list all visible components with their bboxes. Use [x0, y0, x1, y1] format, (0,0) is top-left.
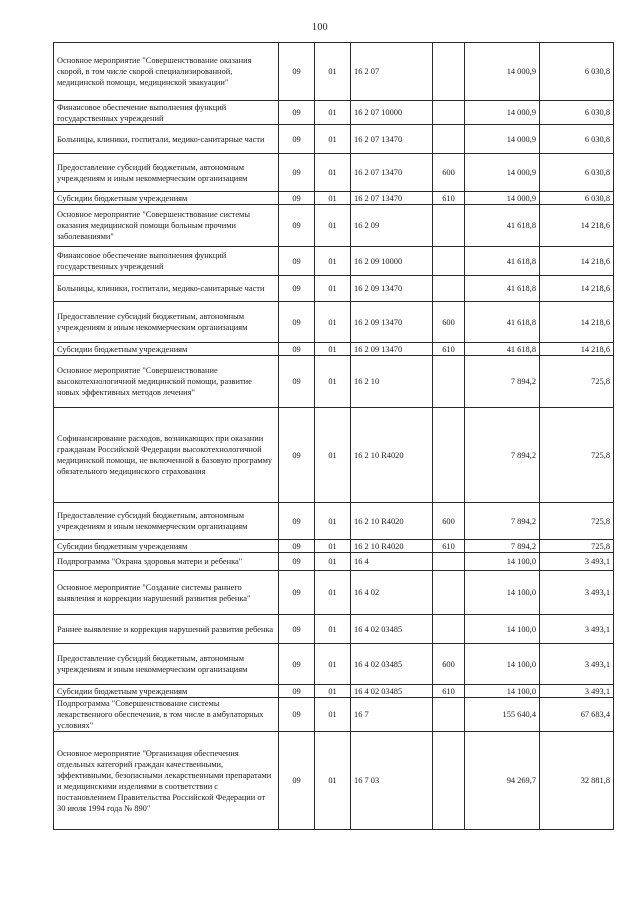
row-section: 09 [279, 732, 315, 830]
row-target-code: 16 4 02 03485 [351, 644, 433, 685]
table-row [54, 101, 614, 125]
row-section: 09 [279, 101, 315, 125]
row-target-code: 16 2 07 13470 [351, 125, 433, 154]
row-amount-executed: 6 030,8 [540, 43, 614, 101]
row-amount-plan: 7 894,2 [465, 503, 540, 540]
row-amount-executed: 3 493,1 [540, 644, 614, 685]
row-section: 09 [279, 125, 315, 154]
row-name: Софинансирование расходов, возникающих при оказании гражданам Российской Федерации высокотехнологичной медицинской помощи, не включенной в базовую программу обязательного медицинского страхования [54, 408, 279, 503]
row-target-code: 16 2 07 13470 [351, 192, 433, 205]
row-expense-kind [433, 571, 465, 615]
table-row [54, 205, 614, 247]
row-section: 09 [279, 615, 315, 644]
row-amount-plan: 14 100,0 [465, 685, 540, 698]
row-target-code: 16 4 02 [351, 571, 433, 615]
table-row [54, 698, 614, 732]
row-expense-kind [433, 615, 465, 644]
row-amount-executed: 725,8 [540, 540, 614, 553]
row-section: 09 [279, 343, 315, 356]
table-row [54, 356, 614, 408]
row-subsection: 01 [315, 685, 351, 698]
row-subsection: 01 [315, 503, 351, 540]
row-amount-executed: 14 218,6 [540, 343, 614, 356]
table-row [54, 343, 614, 356]
table-row [54, 43, 614, 101]
row-amount-plan: 14 100,0 [465, 644, 540, 685]
row-amount-executed: 3 493,1 [540, 553, 614, 571]
row-section: 09 [279, 192, 315, 205]
row-amount-plan: 155 640,4 [465, 698, 540, 732]
page-number: 100 [312, 22, 328, 33]
row-amount-plan: 14 000,9 [465, 125, 540, 154]
row-amount-plan: 41 618,8 [465, 205, 540, 247]
row-expense-kind: 600 [433, 644, 465, 685]
row-subsection: 01 [315, 192, 351, 205]
row-expense-kind: 600 [433, 302, 465, 343]
row-target-code: 16 2 09 10000 [351, 247, 433, 276]
row-expense-kind: 610 [433, 540, 465, 553]
row-target-code: 16 4 02 03485 [351, 685, 433, 698]
row-expense-kind: 600 [433, 503, 465, 540]
row-section: 09 [279, 553, 315, 571]
table-row [54, 503, 614, 540]
row-name: Субсидии бюджетным учреждениям [54, 540, 279, 553]
row-subsection: 01 [315, 571, 351, 615]
row-name: Субсидии бюджетным учреждениям [54, 685, 279, 698]
row-expense-kind [433, 356, 465, 408]
row-amount-plan: 41 618,8 [465, 343, 540, 356]
row-amount-executed: 67 683,4 [540, 698, 614, 732]
row-name: Основное мероприятие "Создание системы раннего выявления и коррекции нарушений развития ребенка" [54, 571, 279, 615]
row-subsection: 01 [315, 101, 351, 125]
row-subsection: 01 [315, 644, 351, 685]
row-section: 09 [279, 698, 315, 732]
table-row [54, 540, 614, 553]
row-amount-plan: 14 100,0 [465, 571, 540, 615]
row-subsection: 01 [315, 698, 351, 732]
row-amount-plan: 14 000,9 [465, 101, 540, 125]
row-section: 09 [279, 540, 315, 553]
table-row [54, 276, 614, 302]
row-subsection: 01 [315, 540, 351, 553]
row-section: 09 [279, 43, 315, 101]
row-name: Предоставление субсидий бюджетным, автономным учреждениям и иным некоммерческим организациям [54, 644, 279, 685]
row-amount-executed: 6 030,8 [540, 125, 614, 154]
row-amount-executed: 6 030,8 [540, 101, 614, 125]
row-target-code: 16 2 07 10000 [351, 101, 433, 125]
row-target-code: 16 2 10 R4020 [351, 540, 433, 553]
row-target-code: 16 2 10 R4020 [351, 503, 433, 540]
row-subsection: 01 [315, 732, 351, 830]
row-expense-kind: 610 [433, 192, 465, 205]
row-subsection: 01 [315, 356, 351, 408]
row-amount-plan: 7 894,2 [465, 540, 540, 553]
row-name: Подпрограмма "Совершенствование системы лекарственного обеспечения, в том числе в амбулаторных условиях" [54, 698, 279, 732]
row-name: Предоставление субсидий бюджетным, автономным учреждениям и иным некоммерческим организациям [54, 503, 279, 540]
row-expense-kind [433, 101, 465, 125]
row-section: 09 [279, 571, 315, 615]
row-subsection: 01 [315, 408, 351, 503]
row-amount-executed: 32 881,8 [540, 732, 614, 830]
row-amount-plan: 14 000,9 [465, 192, 540, 205]
row-subsection: 01 [315, 615, 351, 644]
row-amount-executed: 3 493,1 [540, 615, 614, 644]
row-expense-kind [433, 125, 465, 154]
row-name: Предоставление субсидий бюджетным, автономным учреждениям и иным некоммерческим организациям [54, 302, 279, 343]
row-section: 09 [279, 356, 315, 408]
table-row [54, 553, 614, 571]
row-amount-plan: 14 000,9 [465, 43, 540, 101]
row-subsection: 01 [315, 125, 351, 154]
row-subsection: 01 [315, 343, 351, 356]
row-amount-plan: 14 100,0 [465, 615, 540, 644]
row-target-code: 16 7 [351, 698, 433, 732]
table-row [54, 685, 614, 698]
row-target-code: 16 7 03 [351, 732, 433, 830]
row-target-code: 16 2 09 [351, 205, 433, 247]
row-section: 09 [279, 644, 315, 685]
budget-table [53, 42, 614, 830]
row-amount-plan: 7 894,2 [465, 356, 540, 408]
row-subsection: 01 [315, 205, 351, 247]
row-name: Финансовое обеспечение выполнения функций государственных учреждений [54, 101, 279, 125]
row-section: 09 [279, 408, 315, 503]
row-name: Основное мероприятие "Совершенствование высокотехнологичной медицинской помощи, развитие новых эффективных методов лечения" [54, 356, 279, 408]
row-amount-executed: 14 218,6 [540, 205, 614, 247]
row-expense-kind [433, 732, 465, 830]
row-name: Предоставление субсидий бюджетным, автономным учреждениям и иным некоммерческим организациям [54, 154, 279, 192]
row-amount-executed: 14 218,6 [540, 247, 614, 276]
row-expense-kind [433, 205, 465, 247]
row-name: Основное мероприятие "Совершенствование оказания скорой, в том числе скорой специализированной, медицинской помощи, медицинской эвакуации" [54, 43, 279, 101]
row-expense-kind: 600 [433, 154, 465, 192]
budget-table-body [54, 43, 614, 830]
table-row [54, 644, 614, 685]
row-subsection: 01 [315, 276, 351, 302]
row-name: Раннее выявление и коррекция нарушений развития ребенка [54, 615, 279, 644]
table-row [54, 125, 614, 154]
row-expense-kind [433, 408, 465, 503]
row-expense-kind [433, 553, 465, 571]
table-row [54, 192, 614, 205]
row-target-code: 16 4 [351, 553, 433, 571]
row-section: 09 [279, 503, 315, 540]
row-expense-kind: 610 [433, 685, 465, 698]
row-expense-kind [433, 698, 465, 732]
table-row [54, 154, 614, 192]
row-amount-plan: 94 269,7 [465, 732, 540, 830]
row-subsection: 01 [315, 43, 351, 101]
row-section: 09 [279, 247, 315, 276]
table-row [54, 732, 614, 830]
row-target-code: 16 2 09 13470 [351, 343, 433, 356]
table-row [54, 302, 614, 343]
table-row [54, 571, 614, 615]
row-target-code: 16 2 09 13470 [351, 276, 433, 302]
row-name: Субсидии бюджетным учреждениям [54, 192, 279, 205]
row-subsection: 01 [315, 154, 351, 192]
row-amount-executed: 14 218,6 [540, 276, 614, 302]
row-amount-plan: 14 000,9 [465, 154, 540, 192]
row-amount-executed: 3 493,1 [540, 571, 614, 615]
row-subsection: 01 [315, 302, 351, 343]
row-name: Основное мероприятие "Совершенствование системы оказания медицинской помощи больным прочими заболеваниями" [54, 205, 279, 247]
row-expense-kind [433, 43, 465, 101]
row-amount-plan: 41 618,8 [465, 302, 540, 343]
row-subsection: 01 [315, 553, 351, 571]
row-target-code: 16 2 10 [351, 356, 433, 408]
row-name: Подпрограмма "Охрана здоровья матери и ребенка" [54, 553, 279, 571]
row-amount-executed: 725,8 [540, 503, 614, 540]
row-expense-kind [433, 276, 465, 302]
row-target-code: 16 2 10 R4020 [351, 408, 433, 503]
row-amount-executed: 725,8 [540, 356, 614, 408]
row-amount-executed: 725,8 [540, 408, 614, 503]
row-amount-executed: 6 030,8 [540, 154, 614, 192]
row-section: 09 [279, 205, 315, 247]
row-expense-kind [433, 247, 465, 276]
row-section: 09 [279, 276, 315, 302]
row-name: Основное мероприятие "Организация обеспечения отдельных категорий граждан качественными, эффективными, безопасными лекарственными препаратами и медицинскими изделиями в соответствии с постановлением Правительства Российской Федерации от 30 июля 1994 года № 890" [54, 732, 279, 830]
row-amount-plan: 41 618,8 [465, 276, 540, 302]
row-target-code: 16 2 09 13470 [351, 302, 433, 343]
table-row [54, 408, 614, 503]
row-section: 09 [279, 685, 315, 698]
row-name: Больницы, клиники, госпитали, медико-санитарные части [54, 125, 279, 154]
row-amount-plan: 7 894,2 [465, 408, 540, 503]
row-name: Финансовое обеспечение выполнения функций государственных учреждений [54, 247, 279, 276]
table-row [54, 247, 614, 276]
row-amount-plan: 41 618,8 [465, 247, 540, 276]
row-amount-executed: 6 030,8 [540, 192, 614, 205]
row-amount-executed: 14 218,6 [540, 302, 614, 343]
row-target-code: 16 4 02 03485 [351, 615, 433, 644]
row-section: 09 [279, 154, 315, 192]
table-row [54, 615, 614, 644]
row-amount-executed: 3 493,1 [540, 685, 614, 698]
row-name: Субсидии бюджетным учреждениям [54, 343, 279, 356]
row-target-code: 16 2 07 13470 [351, 154, 433, 192]
row-section: 09 [279, 302, 315, 343]
row-amount-plan: 14 100,0 [465, 553, 540, 571]
row-name: Больницы, клиники, госпитали, медико-санитарные части [54, 276, 279, 302]
row-target-code: 16 2 07 [351, 43, 433, 101]
row-expense-kind: 610 [433, 343, 465, 356]
row-subsection: 01 [315, 247, 351, 276]
